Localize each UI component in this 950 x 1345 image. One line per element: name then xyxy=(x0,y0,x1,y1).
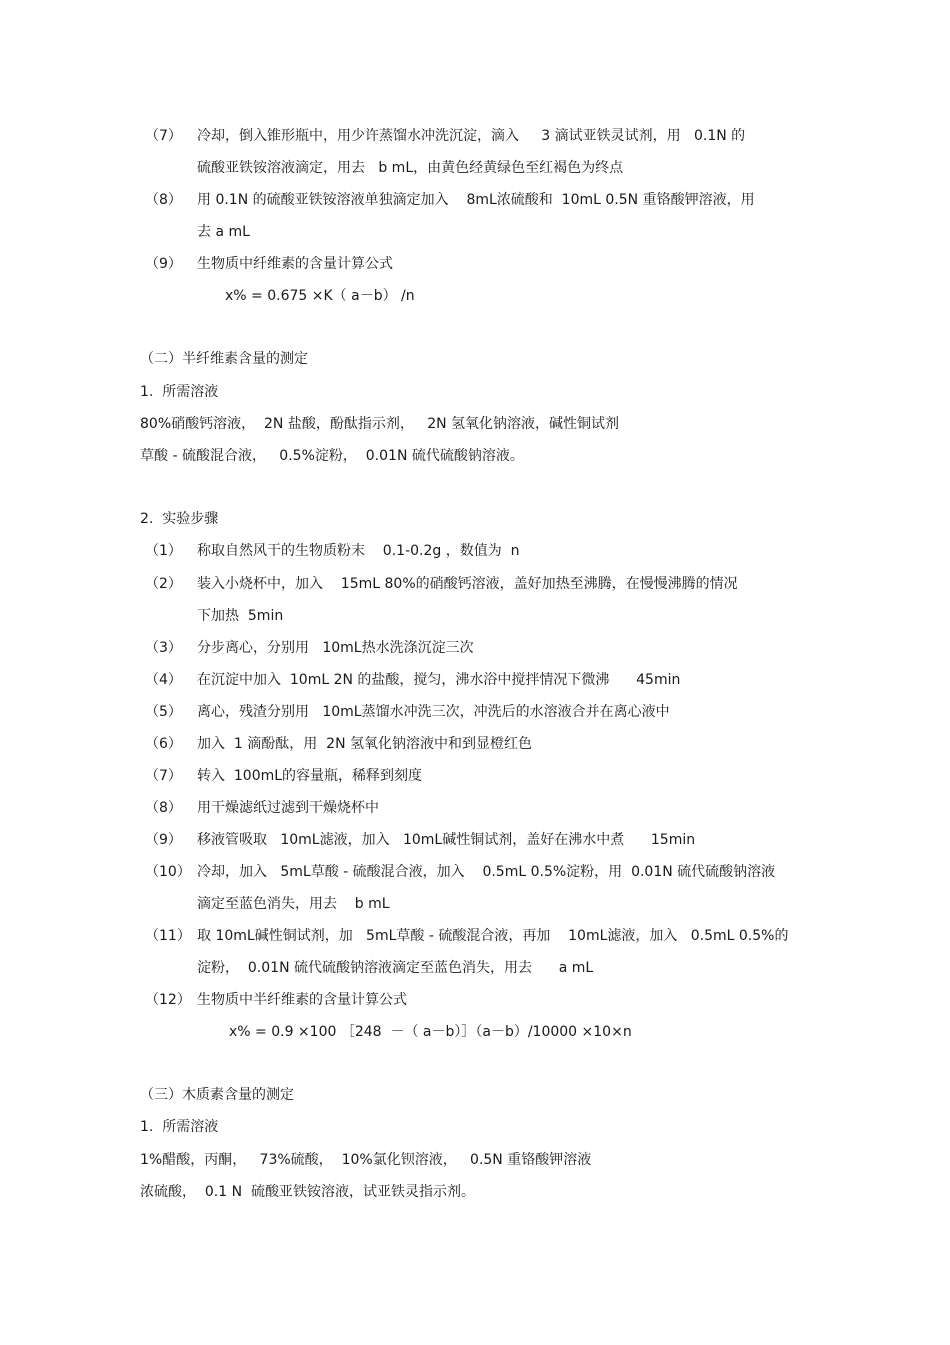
step-number: （10） xyxy=(145,864,191,880)
step-text: 装入小烧杯中，加入 15mL 80%的硝酸钙溶液，盖好加热至沸腾，在慢慢沸腾的情况 xyxy=(197,576,738,592)
step-text: 用干燥滤纸过滤到干燥烧杯中 xyxy=(197,800,379,816)
step-number: （2） xyxy=(145,576,182,592)
step-text: 离心，残渣分别用 10mL蒸馏水冲洗三次，冲洗后的水溶液合并在离心液中 xyxy=(197,704,670,720)
step-text: 移液管吸取 10mL滤液，加入 10mL碱性铜试剂，盖好在沸水中煮 15min xyxy=(197,832,696,848)
step-number: （3） xyxy=(145,640,182,656)
step-number: （12） xyxy=(145,992,191,1008)
step-text: 生物质中半纤维素的含量计算公式 xyxy=(197,992,407,1008)
step-number: （7） xyxy=(145,128,182,144)
step-text: 在沉淀中加入 10mL 2N 的盐酸，搅匀，沸水浴中搅拌情况下微沸 45min xyxy=(197,672,681,688)
step-text: 转入 100mL的容量瓶，稀释到刻度 xyxy=(197,768,423,784)
step-text: 下加热 5min xyxy=(197,608,284,624)
solution-list: 浓硫酸， 0.1 N 硫酸亚铁铵溶液，试亚铁灵指示剂。 xyxy=(140,1184,475,1200)
solution-list: 80%硝酸钙溶液， 2N 盐酸，酚酞指示剂， 2N 氢氧化钠溶液，碱性铜试剂 xyxy=(140,416,620,432)
step-text: 加入 1 滴酚酞，用 2N 氢氧化钠溶液中和到显橙红色 xyxy=(197,736,532,752)
hemicellulose-formula: x% = 0.9 ×100 ［248 －（ a－b）］（a－b）/10000 ×10×n xyxy=(229,1024,632,1040)
step-text: 硫酸亚铁铵溶液滴定，用去 b mL，由黄色经黄绿色至红褐色为终点 xyxy=(197,160,624,176)
step-number: （7） xyxy=(145,768,182,784)
subsection-heading: 1. 所需溶液 xyxy=(140,1119,219,1135)
step-text: 冷却，加入 5mL草酸 - 硫酸混合液，加入 0.5mL 0.5%淀粉，用 0.01N 硫代硫酸钠溶液 xyxy=(197,864,776,880)
subsection-heading: 1. 所需溶液 xyxy=(140,384,219,400)
step-text: 淀粉， 0.01N 硫代硫酸钠溶液滴定至蓝色消失，用去 a mL xyxy=(197,960,594,976)
step-text: 冷却，倒入锥形瓶中，用少许蒸馏水冲洗沉淀，滴入 3 滴试亚铁灵试剂，用 0.1N 的 xyxy=(197,128,746,144)
step-text: 生物质中纤维素的含量计算公式 xyxy=(197,256,393,272)
step-number: （4） xyxy=(145,672,182,688)
step-text: 用 0.1N 的硫酸亚铁铵溶液单独滴定加入 8mL浓硫酸和 10mL 0.5N 重铬酸钾溶液，用 xyxy=(197,192,755,208)
subsection-heading: 2. 实验步骤 xyxy=(140,511,219,527)
step-number: （11） xyxy=(145,928,191,944)
step-text: 去 a mL xyxy=(197,224,250,240)
step-text: 滴定至蓝色消失，用去 b mL xyxy=(197,896,390,912)
step-text: 分步离心，分别用 10mL热水洗涤沉淀三次 xyxy=(197,640,474,656)
step-number: （8） xyxy=(145,192,182,208)
step-text: 称取自然风干的生物质粉末 0.1-0.2g ，数值为 n xyxy=(197,543,520,559)
step-number: （5） xyxy=(145,704,182,720)
step-text: 取 10mL碱性铜试剂，加 5mL草酸 - 硫酸混合液，再加 10mL滤液，加入 0.5mL 0.5%的 xyxy=(197,928,789,944)
solution-list: 草酸 - 硫酸混合液， 0.5%淀粉， 0.01N 硫代硫酸钠溶液。 xyxy=(140,448,524,464)
section-heading: （二）半纤维素含量的测定 xyxy=(140,351,308,367)
step-number: （6） xyxy=(145,736,182,752)
step-number: （9） xyxy=(145,832,182,848)
cellulose-formula: x% = 0.675 ×K（ a－b） /n xyxy=(225,288,415,304)
section-heading: （三）木质素含量的测定 xyxy=(140,1087,294,1103)
solution-list: 1%醋酸，丙酮， 73%硫酸， 10%氯化钡溶液， 0.5N 重铬酸钾溶液 xyxy=(140,1152,592,1168)
step-number: （8） xyxy=(145,800,182,816)
step-number: （9） xyxy=(145,256,182,272)
step-number: （1） xyxy=(145,543,182,559)
